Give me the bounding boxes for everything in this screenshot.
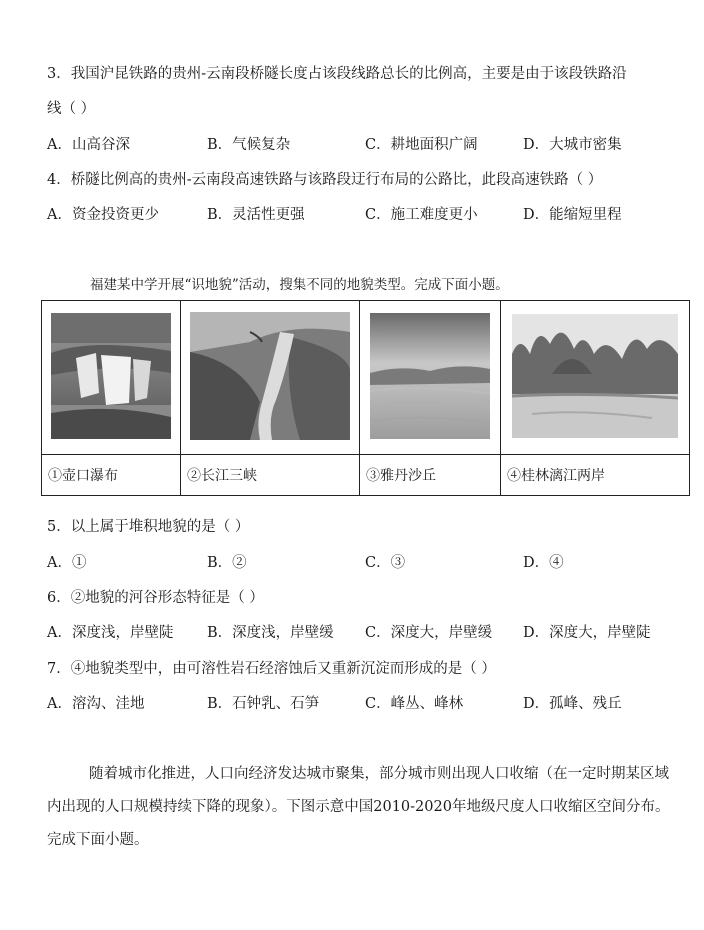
- option-c: C．深度大，岸壁缓: [365, 625, 493, 641]
- question-3-stem-cont: 线（ ）: [47, 101, 96, 117]
- option-a: A．①: [47, 555, 87, 571]
- option-c: C．峰丛、峰林: [365, 696, 464, 712]
- photo-cell-2: [181, 301, 360, 455]
- caption-1: ①壶口瀑布: [42, 455, 181, 496]
- karst-river-photo: [512, 314, 678, 438]
- photo-cell-1: [42, 301, 181, 455]
- question-5-options: [47, 551, 687, 571]
- photo-cell-3: [360, 301, 501, 455]
- question-6-options: [47, 621, 687, 641]
- caption-4: ④桂林漓江两岸: [501, 455, 690, 496]
- option-d: D．深度大，岸壁陡: [523, 625, 651, 641]
- caption-3: ③雅丹沙丘: [360, 455, 501, 496]
- section-intro-population: 随着城市化推进，人口向经济发达城市聚集，部分城市则出现人口收缩（在一定时期某区域内出现的人口规模持续下降的现象）。下图示意中国2010-2020年地级尺度人口收缩区空间分布。完成下面小题。: [47, 766, 670, 848]
- landform-table: [41, 300, 690, 496]
- option-c: C．耕地面积广阔: [365, 137, 478, 153]
- question-5-stem: 5．以上属于堆积地貌的是（ ）: [47, 519, 250, 535]
- section-intro-landforms: 福建某中学开展“识地貌”活动，搜集不同的地貌类型。完成下面小题。: [90, 277, 509, 293]
- question-4-stem: 4．桥隧比例高的贵州-云南段高速铁路与该路段迂行布局的公路比，此段高速铁路（ ）: [47, 172, 603, 188]
- option-d: D．④: [523, 555, 564, 571]
- option-a: A．深度浅，岸壁陡: [47, 625, 174, 641]
- option-b: B．灵活性更强: [207, 207, 305, 223]
- question-3-stem: 3．我国沪昆铁路的贵州-云南段桥隧长度占该段线路总长的比例高，主要是由于该段铁路沿: [47, 66, 627, 82]
- option-d: D．孤峰、残丘: [523, 696, 622, 712]
- question-4-options: [47, 203, 687, 223]
- waterfall-photo: [51, 313, 171, 439]
- question-7-stem: 7．④地貌类型中，由可溶性岩石经溶蚀后又重新沉淀而形成的是（ ）: [47, 661, 496, 677]
- option-a: A．山高谷深: [47, 137, 130, 153]
- option-c: C．施工难度更小: [365, 207, 478, 223]
- option-a: A．溶沟、洼地: [47, 696, 145, 712]
- option-b: B．石钟乳、石笋: [207, 696, 320, 712]
- option-d: D．大城市密集: [523, 137, 622, 153]
- caption-2: ②长江三峡: [181, 455, 360, 496]
- gorge-photo: [190, 312, 350, 440]
- option-b: B．深度浅，岸壁缓: [207, 625, 334, 641]
- photo-cell-4: [501, 301, 690, 455]
- option-c: C．③: [365, 555, 406, 571]
- yardang-dune-photo: [370, 313, 490, 439]
- question-7-options: [47, 692, 687, 712]
- option-b: B．②: [207, 555, 247, 571]
- option-b: B．气候复杂: [207, 137, 291, 153]
- option-d: D．能缩短里程: [523, 207, 622, 223]
- question-3-options: [47, 133, 687, 153]
- question-6-stem: 6．②地貌的河谷形态特征是（ ）: [47, 590, 264, 606]
- option-a: A．资金投资更少: [47, 207, 159, 223]
